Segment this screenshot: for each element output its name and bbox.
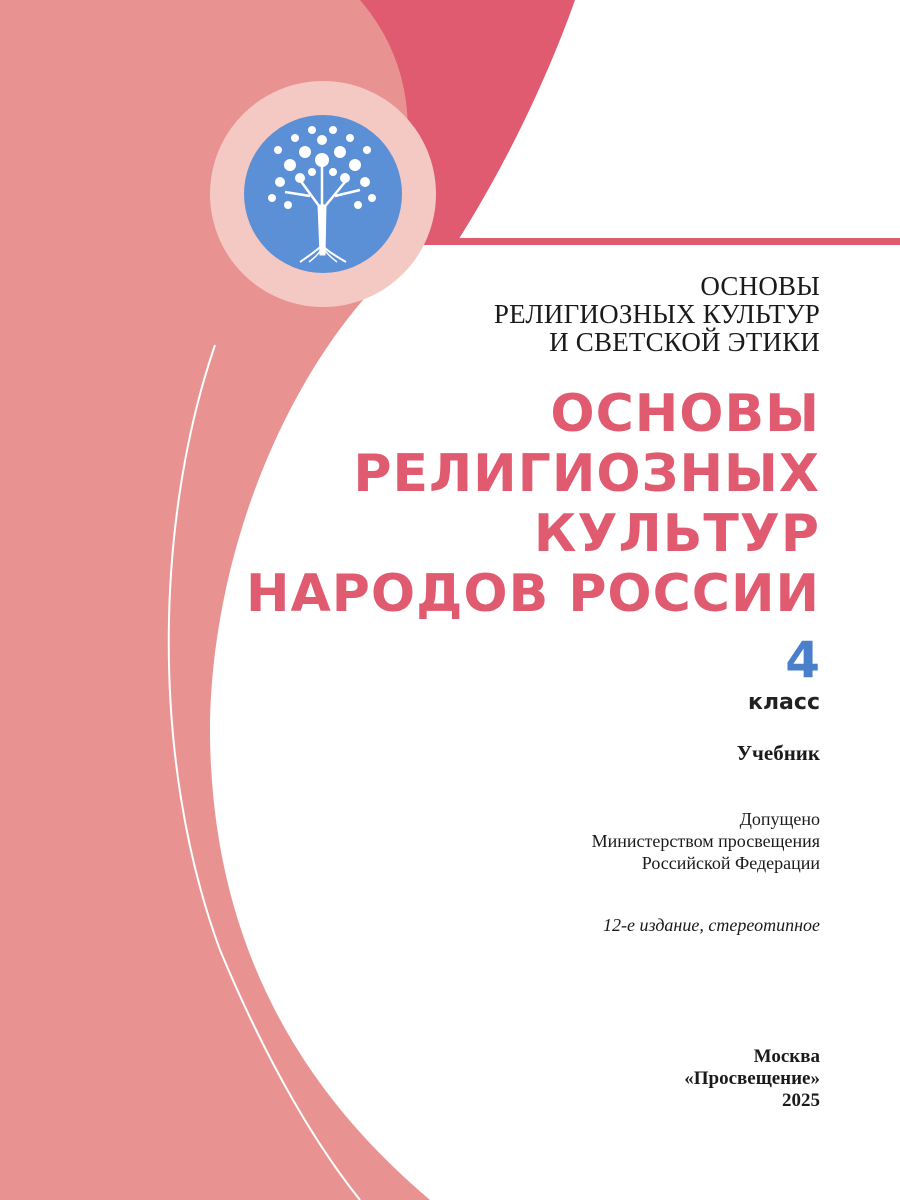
book-title-line: КУЛЬТУР: [533, 504, 820, 564]
book-title-line: РЕЛИГИОЗНЫХ: [353, 444, 820, 504]
book-type: Учебник: [736, 741, 820, 765]
book-title: [246, 384, 820, 624]
publisher-year: 2025: [782, 1090, 820, 1111]
approval-note: [592, 808, 820, 874]
approval-line: Допущено: [739, 809, 820, 829]
grade-label: класс: [748, 690, 820, 715]
publisher-name: «Просвещение»: [684, 1068, 820, 1089]
series-title-line: РЕЛИГИОЗНЫХ КУЛЬТУР: [493, 299, 820, 329]
approval-line: Министерством просвещения: [591, 831, 820, 851]
edition-note: 12-е издание, стереотипное: [603, 915, 820, 935]
book-title-line: ОСНОВЫ: [550, 384, 820, 444]
book-title-line: НАРОДОВ РОССИИ: [245, 564, 820, 624]
series-title: [494, 272, 820, 356]
series-title-line: И СВЕТСКОЙ ЭТИКИ: [549, 327, 820, 357]
top-rule: [455, 238, 900, 245]
grade-number: 4: [785, 631, 820, 689]
publisher-imprint: [684, 1046, 820, 1112]
publisher-city: Москва: [753, 1046, 820, 1067]
approval-line: Российской Федерации: [641, 853, 820, 873]
series-title-line: ОСНОВЫ: [700, 271, 820, 301]
